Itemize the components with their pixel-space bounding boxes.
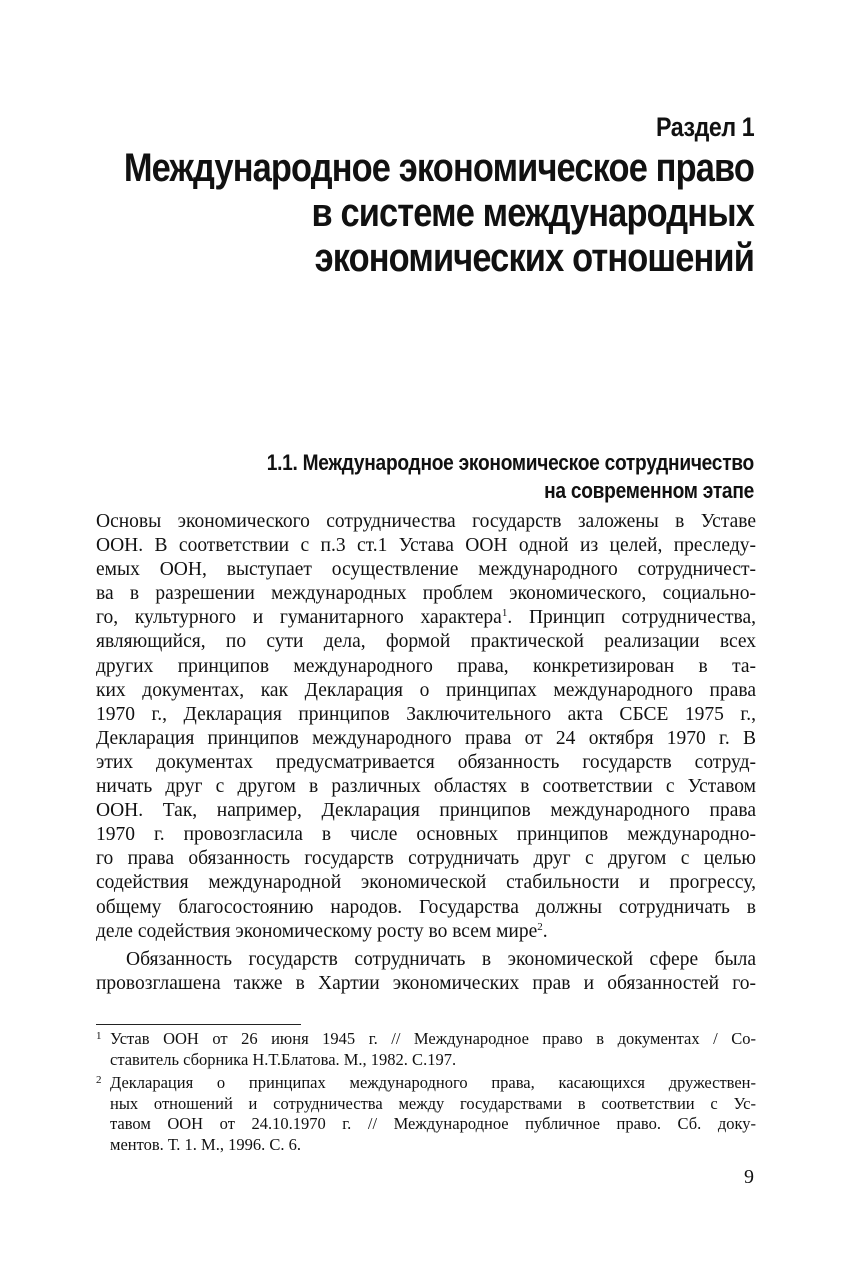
text-line: 1970 г., Декларация принципов Заключительного акта СБСЕ 1975 г., (96, 703, 756, 725)
subsection-title-line: на современном этапе (544, 478, 754, 503)
section-title-line: в системе международных (311, 191, 754, 235)
text-line: Основы экономического сотрудничества государств заложены в Уставе (96, 511, 756, 532)
text-line: ничать друг с другом в различных областях в соответствии с Уставом (96, 776, 756, 798)
text-fragment: . (542, 920, 548, 942)
section-label: Раздел 1 (655, 112, 754, 142)
section-title (0, 146, 754, 281)
subsection-title (54, 449, 754, 505)
text-line: ких документах, как Декларация о принципах международного права (96, 679, 756, 701)
text-line-with-footnote (96, 606, 756, 630)
text-line: являющийся, по сути дела, формой практической реализации всех (96, 631, 756, 653)
footnote-1 (96, 1029, 756, 1070)
paragraph-1 (96, 510, 756, 944)
footnote-number: 1 (96, 1030, 102, 1042)
text-line: содействия международной экономической стабильности и прогрессу, (96, 872, 756, 894)
footnote-ref[interactable]: 2 (537, 920, 543, 933)
subsection-title-line: 1.1. Международное экономическое сотрудничество (266, 450, 754, 475)
text-line: ООН. Так, например, Декларация принципов международного права (96, 800, 756, 822)
page-number: 9 (744, 1166, 754, 1188)
text-fragment: го, культурного и гуманитарного характера (96, 607, 502, 629)
text-line-with-footnote (96, 920, 756, 944)
footnote-number: 2 (96, 1074, 102, 1086)
footnote-divider (96, 1024, 301, 1025)
footnote-line: Устав ООН от 26 июня 1945 г. // Международное право в документах / Со- (110, 1029, 756, 1048)
section-title-line: Международное экономическое право (123, 146, 754, 190)
footnote-line: ментов. Т. 1. М., 1996. С. 6. (110, 1134, 301, 1154)
text-fragment: деле содействия экономическому росту во всем мире (96, 920, 538, 942)
text-line: 1970 г. провозгласила в числе основных принципов международно- (96, 824, 756, 846)
text-line: емых ООН, выступает осуществление международного сотрудничест- (96, 559, 756, 581)
text-line: этих документах предусматривается обязанность государств сотруд- (96, 751, 756, 773)
footnote-line: ных отношений и сотрудничества между государствами в соответствии с Ус- (110, 1093, 756, 1113)
text-line: общему благосостоянию народов. Государства должны сотрудничать в (96, 896, 756, 918)
text-line: других принципов международного права, конкретизирован в та- (96, 655, 756, 677)
footnote-2 (96, 1073, 756, 1155)
text-line: провозглашена также в Хартии экономических прав и обязанностей го- (96, 972, 756, 994)
body-text (96, 510, 756, 996)
footnote-line: тавом ООН от 24.10.1970 г. // Международное публичное право. Сб. доку- (110, 1114, 756, 1133)
text-fragment: . Принцип сотрудничества, (507, 607, 756, 629)
footnotes (96, 1029, 756, 1158)
paragraph-2 (96, 948, 756, 996)
text-line: го права обязанность государств сотрудничать друг с другом с целью (96, 848, 756, 870)
text-line: Декларация принципов международного права от 24 октября 1970 г. В (96, 727, 756, 749)
footnote-ref[interactable]: 1 (501, 607, 508, 620)
text-line: ООН. В соответствии с п.3 ст.1 Устава ООН одной из целей, преследу- (96, 535, 756, 557)
text-line: ва в разрешении международных проблем экономического, социально- (96, 583, 756, 605)
footnote-line: Декларация о принципах международного права, касающихся дружествен- (110, 1073, 756, 1092)
text-line: Обязанность государств сотрудничать в экономической сфере была (126, 948, 756, 970)
footnote-line: ставитель сборника Н.Т.Блатова. М., 1982. С.197. (110, 1049, 457, 1069)
section-title-line: экономических отношений (314, 236, 754, 280)
